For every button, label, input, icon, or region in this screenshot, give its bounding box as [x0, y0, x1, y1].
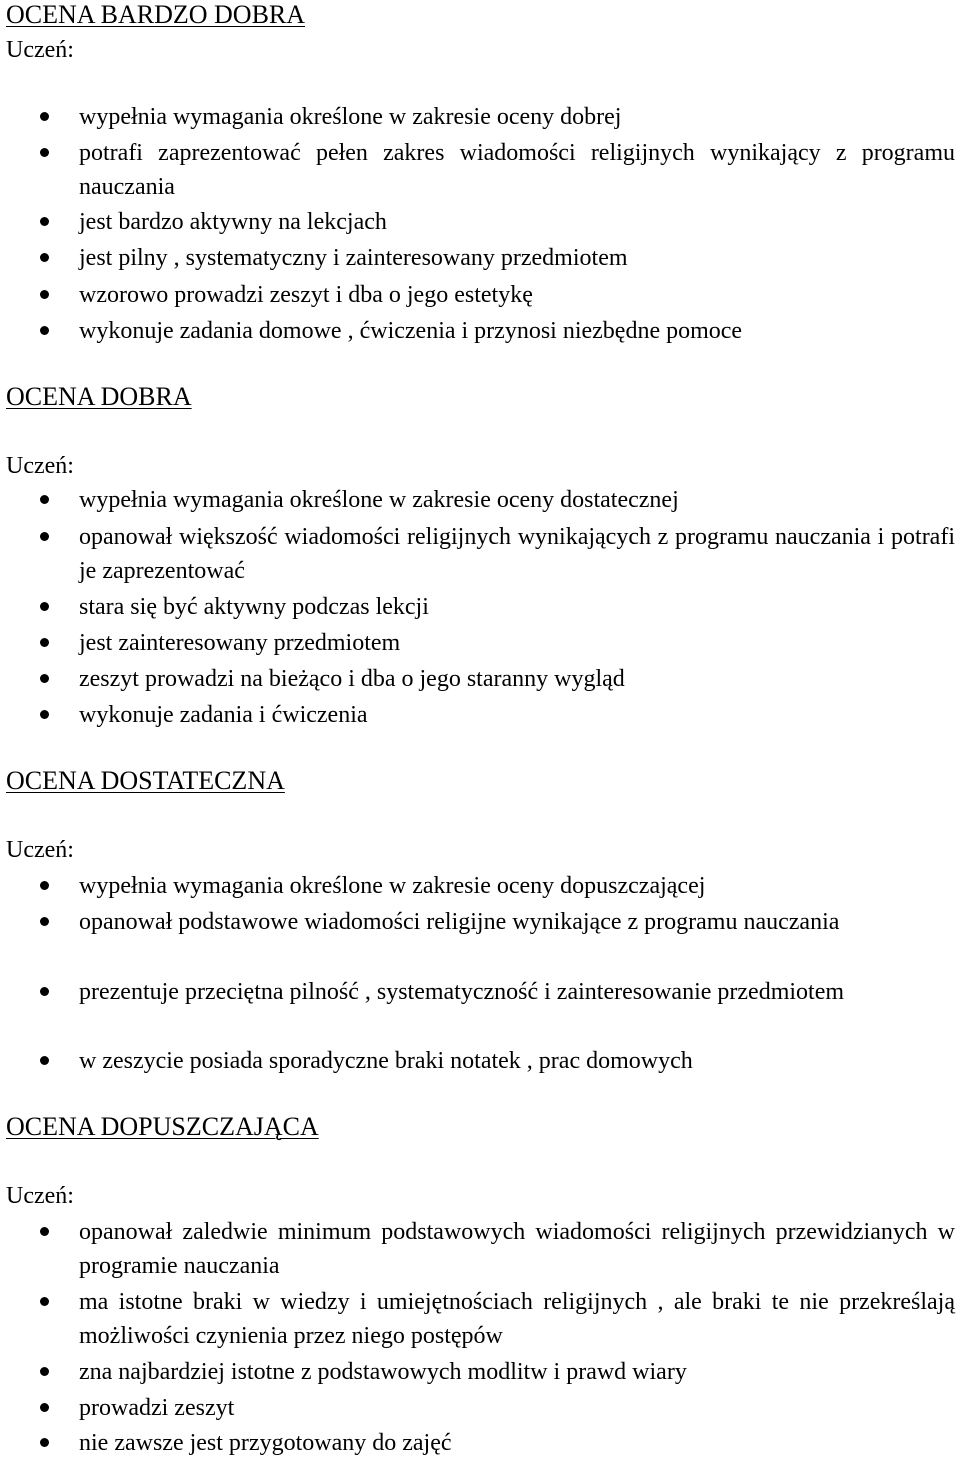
section-heading-bardzo-dobra: OCENA BARDZO DOBRA	[6, 0, 306, 29]
bullet-icon	[40, 217, 49, 226]
section-heading-dostateczna: OCENA DOSTATECZNA	[6, 766, 285, 795]
list-item-text: wypełnia wymagania określone w zakresie oceny dostatecznej	[79, 487, 679, 513]
list-item-text: stara się być aktywny podczas lekcji	[79, 594, 429, 620]
bullet-icon	[40, 674, 49, 683]
list-item-text: prowadzi zeszyt	[79, 1395, 235, 1421]
bullet-icon	[40, 1227, 49, 1236]
list-item-text: jest bardzo aktywny na lekcjach	[79, 209, 387, 235]
bullet-icon	[40, 602, 49, 611]
list-item-text: nie zawsze jest przygotowany do zajęć	[79, 1430, 452, 1456]
bullet-icon	[40, 1297, 49, 1306]
student-label: Uczeń:	[6, 1183, 74, 1209]
list-item-text: w zeszycie posiada sporadyczne braki notatek , prac domowych	[79, 1048, 693, 1074]
list-item-text: jest pilny , systematyczny i zainteresowany przedmiotem	[79, 245, 628, 271]
list-item-text: wypełnia wymagania określone w zakresie oceny dobrej	[79, 104, 622, 130]
bullet-icon	[40, 532, 49, 541]
list-item-text: wykonuje zadania i ćwiczenia	[79, 702, 368, 728]
bullet-icon	[40, 1367, 49, 1376]
bullet-icon	[40, 1438, 49, 1447]
bullet-icon	[40, 638, 49, 647]
list-item-text: wzorowo prowadzi zeszyt i dba o jego estetykę	[79, 282, 533, 308]
bullet-icon	[40, 112, 49, 121]
list-item-text: zeszyt prowadzi na bieżąco i dba o jego staranny wygląd	[79, 666, 625, 692]
bullet-icon	[40, 148, 49, 157]
bullet-icon	[40, 290, 49, 299]
bullet-icon	[40, 1056, 49, 1065]
list-item-text: wypełnia wymagania określone w zakresie oceny dopuszczającej	[79, 873, 706, 899]
bullet-icon	[40, 710, 49, 719]
bullet-icon	[40, 881, 49, 890]
section-heading-dopuszczajaca: OCENA DOPUSZCZAJĄCA	[6, 1112, 319, 1141]
list-item-text: prezentuje przeciętna pilność , systematyczność i zainteresowanie przedmiotem	[79, 979, 845, 1005]
bullet-icon	[40, 1403, 49, 1412]
bullet-icon	[40, 987, 49, 996]
bullet-icon	[40, 326, 49, 335]
bullet-icon	[40, 495, 49, 504]
list-item-text: opanował zaledwie minimum podstawowych wiadomości religijnych przewidzianych w programie nauczania	[79, 1219, 955, 1279]
student-label: Uczeń:	[6, 837, 74, 863]
list-item-text: jest zainteresowany przedmiotem	[79, 630, 401, 656]
section-heading-dobra: OCENA DOBRA	[6, 382, 192, 411]
list-item-text: wykonuje zadania domowe , ćwiczenia i przynosi niezbędne pomoce	[79, 318, 743, 344]
list-item-text: zna najbardziej istotne z podstawowych modlitw i prawd wiary	[79, 1359, 687, 1385]
bullet-icon	[40, 253, 49, 262]
list-item-text: opanował większość wiadomości religijnych wynikających z programu nauczania i potrafi je zaprezentować	[79, 524, 955, 584]
list-item-text: opanował podstawowe wiadomości religijne wynikające z programu nauczania	[79, 909, 840, 935]
student-label: Uczeń:	[6, 37, 74, 63]
student-label: Uczeń:	[6, 453, 74, 479]
bullet-icon	[40, 917, 49, 926]
list-item-text: potrafi zaprezentować pełen zakres wiadomości religijnych wynikający z programu nauczania	[79, 140, 955, 200]
list-item-text: ma istotne braki w wiedzy i umiejętnościach religijnych , ale braki te nie przekreślają możliwości czynienia przez niego postępów	[79, 1289, 955, 1349]
